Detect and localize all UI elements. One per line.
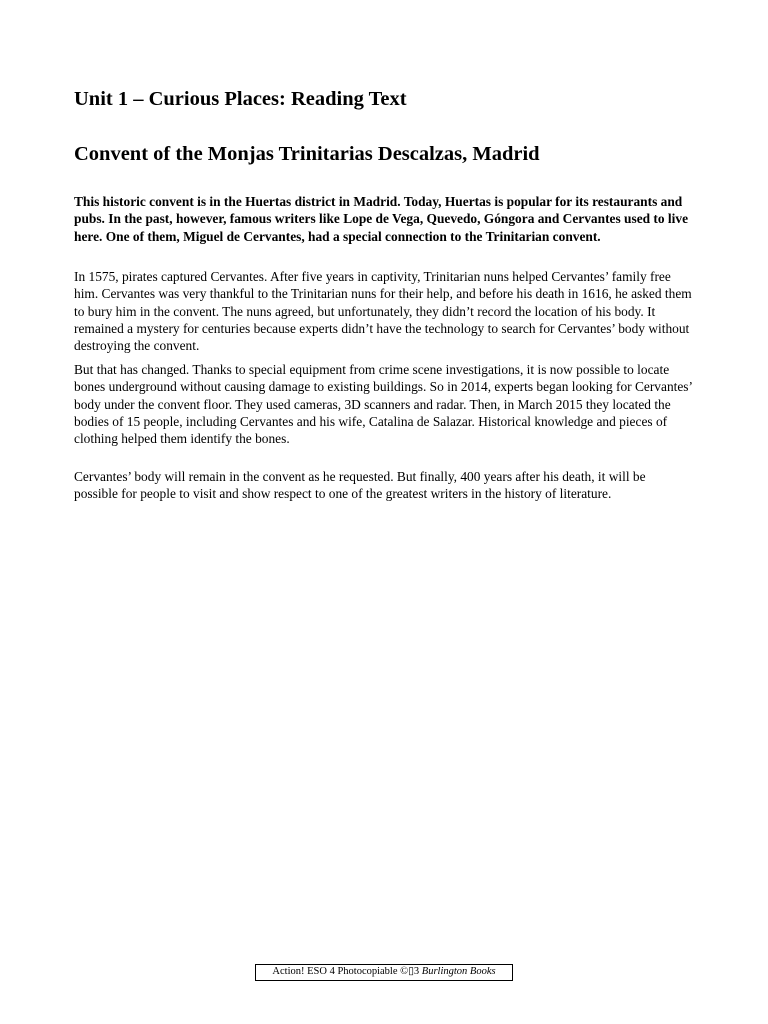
footer-text: Action! ESO 4 Photocopiable ©▯3 <box>272 966 422 977</box>
copyright-footer <box>255 964 513 981</box>
footer-brand: Burlington Books <box>421 966 496 977</box>
unit-title: Unit 1 – Curious Places: Reading Text <box>74 88 407 110</box>
body-paragraph-1: In 1575, pirates captured Cervantes. After five years in captivity, Trinitarian nuns helped Cervantes’ family free him. Cervantes was very thankful to the Trinitarian nuns for their help, and before his death in 1616, he asked them to bury him in the convent. The nuns agreed, but unfortunately, they didn’t record the location of his body. It remained a mystery for centuries because experts didn’t have the technology to search for Cervantes’ body without destroying the convent. <box>74 269 692 354</box>
body-paragraph-2: But that has changed. Thanks to special equipment from crime scene investigations, it is now possible to locate bones underground without causing damage to existing buildings. So in 2014, experts began looking for Cervantes’ body under the convent floor. They used cameras, 3D scanners and radar. Then, in March 2015 they located the bodies of 15 people, including Cervantes and his wife, Catalina de Salazar. Historical knowledge and pieces of clothing helped them identify the bones. <box>74 362 692 447</box>
body-paragraph-3: Cervantes’ body will remain in the convent as he requested. But finally, 400 years after his death, it will be possible for people to visit and show respect to one of the greatest writers in the history of literature. <box>74 469 646 502</box>
intro-paragraph: This historic convent is in the Huertas district in Madrid. Today, Huertas is popular for its restaurants and pubs. In the past, however, famous writers like Lope de Vega, Quevedo, Góngora and Cervantes used to live here. One of them, Miguel de Cervantes, had a special connection to the Trinitarian convent. <box>74 194 689 244</box>
page-title: Convent of the Monjas Trinitarias Descalzas, Madrid <box>74 143 540 165</box>
